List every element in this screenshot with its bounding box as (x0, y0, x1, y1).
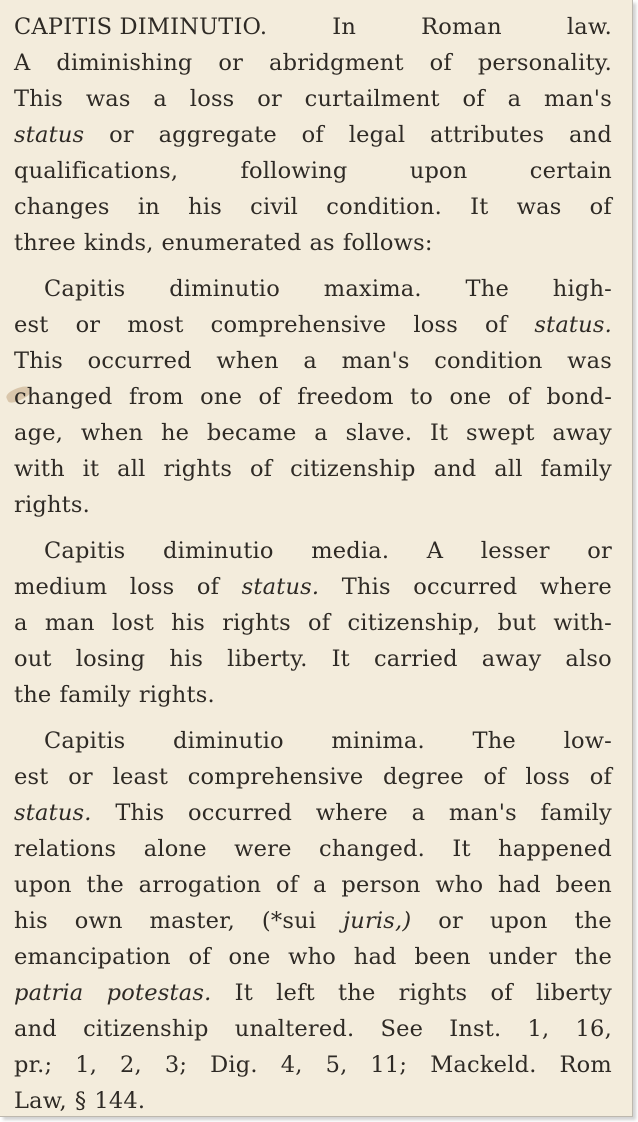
word: he (160, 420, 190, 446)
word: citizenship (83, 1016, 209, 1042)
word: the (14, 682, 52, 708)
text-line (14, 1011, 612, 1047)
word: or (587, 538, 612, 564)
word: in (137, 194, 160, 220)
text-line (14, 759, 612, 795)
text-line (14, 975, 612, 1011)
word: and (569, 122, 612, 148)
text-line (14, 487, 612, 523)
word: was (516, 194, 562, 220)
word: following (240, 158, 348, 184)
word: but (497, 610, 537, 636)
word: lost (111, 610, 154, 636)
text-line (14, 271, 612, 307)
word: This (14, 86, 64, 112)
word: it (82, 456, 100, 482)
word: swept (466, 420, 535, 446)
word: been (414, 944, 471, 970)
word: away (481, 646, 542, 672)
word: A (426, 538, 444, 564)
text-line (14, 117, 612, 153)
word: est (14, 764, 49, 790)
word: also (565, 646, 612, 672)
word: of (249, 456, 273, 482)
word: patria (14, 980, 84, 1006)
word: a (411, 800, 426, 826)
word: all (494, 456, 523, 482)
word: bond- (546, 384, 612, 410)
word: occurred (188, 800, 293, 826)
word: of (490, 980, 513, 1006)
word: enumerated (161, 230, 302, 256)
word: occurred (413, 574, 518, 600)
word: became (206, 420, 297, 446)
maxima-paragraph (14, 271, 612, 523)
word: maxima. (323, 276, 422, 302)
text-line (14, 1047, 612, 1083)
word: upon (489, 908, 548, 934)
word: under (488, 944, 557, 970)
text-line (14, 867, 612, 903)
word: emancipation (14, 944, 171, 970)
word: of (462, 86, 485, 112)
word: carried (373, 646, 458, 672)
word: Rom (559, 1052, 612, 1078)
word: personality. (477, 50, 612, 76)
word: his (171, 610, 206, 636)
text-line (14, 415, 612, 451)
word: pr.; (14, 1052, 53, 1078)
word: status. (534, 312, 612, 338)
text-line (14, 81, 612, 117)
word: loss (525, 764, 571, 790)
word: 1, (75, 1052, 98, 1078)
word: a (303, 348, 317, 374)
text-line (14, 903, 612, 939)
word: the (338, 980, 376, 1006)
word: man's (341, 348, 410, 374)
word: a (314, 420, 328, 446)
text-line (14, 831, 612, 867)
word: attributes (430, 122, 545, 148)
word: 3; (164, 1052, 188, 1078)
word: minima. (331, 728, 425, 754)
word: one (449, 384, 492, 410)
text-line (14, 641, 612, 677)
word: The (465, 276, 509, 302)
word: had (353, 944, 397, 970)
minima-paragraph (14, 723, 612, 1117)
text-line (14, 569, 612, 605)
word: 2, (120, 1052, 142, 1078)
word: or (109, 122, 134, 148)
word: of (429, 50, 452, 76)
word: loss (129, 574, 175, 600)
text-line (14, 343, 612, 379)
word: of (188, 944, 211, 970)
word: status. (241, 574, 320, 600)
word: of (507, 384, 531, 410)
word: This (14, 348, 64, 374)
dictionary-entry (14, 9, 612, 1117)
word: comprehensive (210, 312, 387, 338)
word: own (74, 908, 123, 934)
word: the (86, 872, 124, 898)
word: of (483, 764, 506, 790)
word: of (301, 122, 324, 148)
word: was (567, 348, 612, 374)
word: 1, (527, 1016, 550, 1042)
word: follows: (342, 230, 433, 256)
word: where (315, 800, 388, 826)
word: Capitis (44, 276, 126, 302)
word: a (507, 86, 522, 112)
word: rights. (14, 492, 90, 518)
word: A (14, 50, 31, 76)
entry-intro-paragraph (14, 9, 612, 261)
word: a (312, 872, 327, 898)
word: It (331, 646, 350, 672)
word: been (555, 872, 612, 898)
word: family (59, 682, 131, 708)
text-line (14, 153, 612, 189)
word: with (14, 456, 65, 482)
word: curtailment (304, 86, 440, 112)
word: all (117, 456, 146, 482)
word: or (68, 764, 93, 790)
word: age, (14, 420, 64, 446)
word: Roman (421, 14, 502, 40)
word: loss (189, 86, 235, 112)
word: as (309, 230, 335, 256)
word: his (169, 646, 204, 672)
word: freedom (297, 384, 394, 410)
word: or (257, 86, 282, 112)
word: It (429, 420, 449, 446)
word: had (497, 872, 541, 898)
word: unaltered. (234, 1016, 355, 1042)
word: of (275, 872, 299, 898)
word: In (332, 14, 357, 40)
word: law. (566, 14, 612, 40)
word: condition (434, 348, 543, 374)
word: juris,) (343, 908, 412, 934)
word: one (228, 944, 271, 970)
word: who (288, 944, 337, 970)
word: alone (143, 836, 207, 862)
word: It (234, 980, 253, 1006)
word: 5, (325, 1052, 348, 1078)
word: liberty (535, 980, 612, 1006)
word: changed. (319, 836, 425, 862)
word: most (127, 312, 184, 338)
word: diminutio (173, 728, 284, 754)
word: out (14, 646, 52, 672)
word: rights (222, 610, 291, 636)
text-line (14, 939, 612, 975)
text-line (14, 45, 612, 81)
entry-headword: CAPITIS DIMINUTIO. (14, 14, 268, 40)
word: See (380, 1016, 424, 1042)
media-paragraph (14, 533, 612, 713)
word: potestas. (106, 980, 212, 1006)
word: legal (348, 122, 406, 148)
word: medium (14, 574, 108, 600)
word: of (258, 384, 281, 410)
word: diminutio (162, 538, 274, 564)
word: arrogation (138, 872, 262, 898)
word: status. (14, 800, 92, 826)
word: media. (311, 538, 390, 564)
word: Mackeld. (430, 1052, 537, 1078)
word: of (196, 574, 220, 600)
text-line (14, 379, 612, 415)
word: three (14, 230, 76, 256)
word: from (128, 384, 184, 410)
text-line (14, 533, 612, 569)
word: least (112, 764, 169, 790)
word: est (14, 312, 49, 338)
word: diminutio (169, 276, 280, 302)
word: was (85, 86, 131, 112)
word: high- (552, 276, 612, 302)
word: who (435, 872, 484, 898)
word: citizenship (290, 456, 416, 482)
word: kinds, (83, 230, 154, 256)
word: It (452, 836, 471, 862)
word: when (216, 348, 279, 374)
word: 144. (94, 1088, 146, 1114)
word: relations (14, 836, 117, 862)
text-line (14, 9, 612, 45)
word: slave. (345, 420, 413, 446)
word: or (438, 908, 463, 934)
word: person (341, 872, 421, 898)
word: low- (563, 728, 612, 754)
word: degree (383, 764, 464, 790)
word: or (75, 312, 101, 338)
word: rights. (138, 682, 215, 708)
word: Law, (14, 1088, 67, 1114)
word: one (200, 384, 243, 410)
word: losing (75, 646, 146, 672)
text-line (14, 723, 612, 759)
word: man's (448, 800, 517, 826)
word: The (472, 728, 516, 754)
word: abridgment (268, 50, 404, 76)
word: condition. (326, 194, 442, 220)
word: man's (543, 86, 612, 112)
word: a (14, 610, 28, 636)
word: upon (14, 872, 72, 898)
word: status (14, 122, 85, 148)
text-line (14, 225, 612, 261)
text-line (14, 307, 612, 343)
text-line (14, 795, 612, 831)
word: of (308, 610, 331, 636)
word: when (80, 420, 144, 446)
word: his (14, 908, 48, 934)
word: certain (529, 158, 612, 184)
word: This (341, 574, 391, 600)
word: It (470, 194, 489, 220)
word: 4, (280, 1052, 303, 1078)
word: Inst. (449, 1016, 502, 1042)
word: rights (163, 456, 233, 482)
word: 16, (575, 1016, 612, 1042)
word: aggregate (158, 122, 277, 148)
word: Dig. (210, 1052, 258, 1078)
text-line (14, 451, 612, 487)
text-line (14, 605, 612, 641)
word: Capitis (44, 538, 126, 564)
word: loss (413, 312, 458, 338)
word: 11; (370, 1052, 408, 1078)
word: a (153, 86, 168, 112)
word: the (574, 908, 612, 934)
word: and (433, 456, 477, 482)
word: changes (14, 194, 110, 220)
word: diminishing (56, 50, 193, 76)
word: citizenship, (347, 610, 481, 636)
word: rights (398, 980, 468, 1006)
word: where (539, 574, 612, 600)
word: or (218, 50, 244, 76)
word: to (410, 384, 434, 410)
word: comprehensive (187, 764, 364, 790)
word: of (485, 312, 508, 338)
word: This (115, 800, 165, 826)
word: civil (250, 194, 299, 220)
word: Capitis (44, 728, 126, 754)
text-line (14, 1083, 612, 1117)
word: family (540, 800, 612, 826)
word: family (540, 456, 612, 482)
word: changed (14, 384, 113, 410)
word: his (188, 194, 222, 220)
word: liberty. (227, 646, 308, 672)
word: upon (409, 158, 468, 184)
word: left (276, 980, 315, 1006)
word: man (44, 610, 95, 636)
word: were (234, 836, 292, 862)
word: of (589, 194, 612, 220)
word: and (14, 1016, 57, 1042)
word: occurred (87, 348, 192, 374)
word: happened (498, 836, 612, 862)
word: lesser (480, 538, 550, 564)
word: away (552, 420, 612, 446)
word: § (74, 1088, 87, 1114)
word: (*sui (261, 908, 317, 934)
text-line (14, 189, 612, 225)
word: with- (553, 610, 612, 636)
word: of (589, 764, 612, 790)
word: qualifications, (14, 158, 179, 184)
word: master, (149, 908, 236, 934)
text-line (14, 677, 612, 713)
word: the (574, 944, 612, 970)
